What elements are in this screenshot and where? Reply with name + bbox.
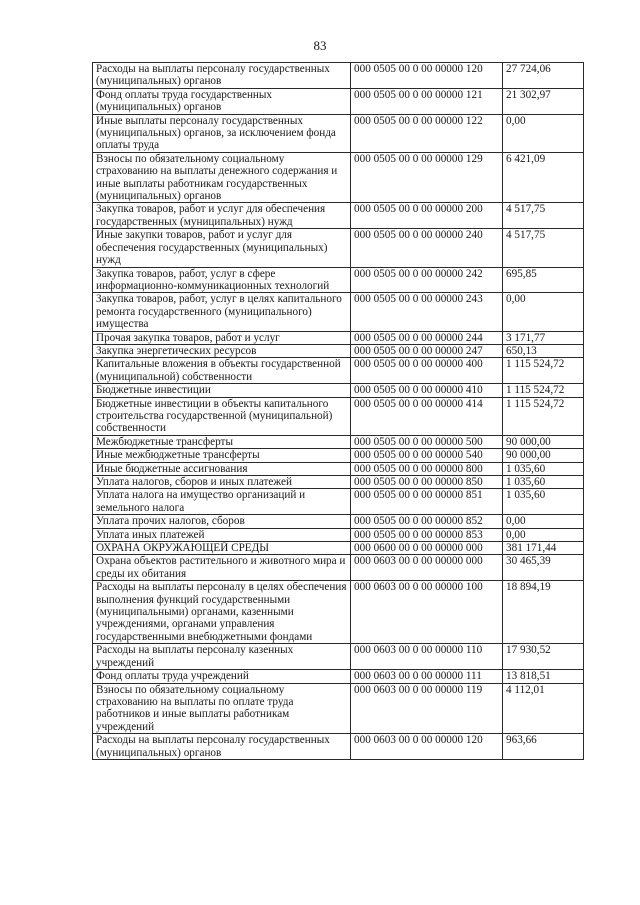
row-sum-cell: 90 000,00 <box>503 449 584 462</box>
row-code-cell: 000 0505 00 0 00 00000 400 <box>351 358 503 384</box>
row-name-cell: Уплата прочих налогов, сборов <box>93 515 351 528</box>
expenditure-table <box>92 62 584 760</box>
row-code-cell: 000 0505 00 0 00 00000 247 <box>351 344 503 357</box>
row-name-cell: Взносы по обязательному социальному страхованию на выплаты денежного содержания и иные выплаты работникам государственных (муниципальных) органов <box>93 152 351 203</box>
row-code-cell: 000 0603 00 0 00 00000 100 <box>351 581 503 644</box>
table-row <box>93 293 584 331</box>
table-row <box>93 358 584 384</box>
table-row <box>93 644 584 670</box>
row-code-cell: 000 0603 00 0 00 00000 119 <box>351 683 503 734</box>
row-name-cell: Охрана объектов растительного и животного мира и среды их обитания <box>93 555 351 581</box>
table-row <box>93 476 584 489</box>
row-name-cell: Бюджетные инвестиции в объекты капитального строительства государственной (муниципальной) собственности <box>93 397 351 435</box>
row-code-cell: 000 0505 00 0 00 00000 853 <box>351 528 503 541</box>
row-sum-cell: 0,00 <box>503 515 584 528</box>
row-code-cell: 000 0505 00 0 00 00000 129 <box>351 152 503 203</box>
table-row <box>93 581 584 644</box>
row-name-cell: Расходы на выплаты персоналу казенных учреждений <box>93 644 351 670</box>
row-code-cell: 000 0505 00 0 00 00000 850 <box>351 476 503 489</box>
row-code-cell: 000 0505 00 0 00 00000 500 <box>351 435 503 448</box>
row-name-cell: Фонд оплаты труда учреждений <box>93 670 351 683</box>
row-sum-cell: 1 035,60 <box>503 462 584 475</box>
row-code-cell: 000 0505 00 0 00 00000 414 <box>351 397 503 435</box>
row-code-cell: 000 0505 00 0 00 00000 540 <box>351 449 503 462</box>
table-row <box>93 397 584 435</box>
row-code-cell: 000 0505 00 0 00 00000 243 <box>351 293 503 331</box>
table-row <box>93 462 584 475</box>
row-name-cell: Иные выплаты персоналу государственных (муниципальных) органов, за исключением фонда оплаты труда <box>93 114 351 152</box>
row-sum-cell: 963,66 <box>503 734 584 760</box>
table-row <box>93 542 584 555</box>
table-row <box>93 267 584 293</box>
row-code-cell: 000 0505 00 0 00 00000 121 <box>351 88 503 114</box>
table-row <box>93 344 584 357</box>
table-row <box>93 734 584 760</box>
page-number: 83 <box>313 38 327 53</box>
row-sum-cell: 3 171,77 <box>503 331 584 344</box>
row-sum-cell: 1 115 524,72 <box>503 358 584 384</box>
row-code-cell: 000 0505 00 0 00 00000 410 <box>351 384 503 397</box>
row-name-cell: Фонд оплаты труда государственных (муниципальных) органов <box>93 88 351 114</box>
row-name-cell: Закупка товаров, работ, услуг в сфере информационно-коммуникационных технологий <box>93 267 351 293</box>
table-row <box>93 152 584 203</box>
row-name-cell: ОХРАНА ОКРУЖАЮЩЕЙ СРЕДЫ <box>93 542 351 555</box>
row-sum-cell: 0,00 <box>503 293 584 331</box>
table-row <box>93 489 584 515</box>
row-code-cell: 000 0505 00 0 00 00000 120 <box>351 63 503 89</box>
row-name-cell: Закупка энергетических ресурсов <box>93 344 351 357</box>
row-sum-cell: 650,13 <box>503 344 584 357</box>
row-sum-cell: 381 171,44 <box>503 542 584 555</box>
row-name-cell: Уплата налога на имущество организаций и земельного налога <box>93 489 351 515</box>
table-row <box>93 114 584 152</box>
row-code-cell: 000 0505 00 0 00 00000 851 <box>351 489 503 515</box>
row-sum-cell: 4 112,01 <box>503 683 584 734</box>
row-code-cell: 000 0505 00 0 00 00000 242 <box>351 267 503 293</box>
row-sum-cell: 30 465,39 <box>503 555 584 581</box>
row-code-cell: 000 0505 00 0 00 00000 852 <box>351 515 503 528</box>
table-row <box>93 683 584 734</box>
row-name-cell: Закупка товаров, работ, услуг в целях капитального ремонта государственного (муниципального) имущества <box>93 293 351 331</box>
row-name-cell: Бюджетные инвестиции <box>93 384 351 397</box>
table-row <box>93 203 584 229</box>
table-row <box>93 331 584 344</box>
row-name-cell: Расходы на выплаты персоналу государственных (муниципальных) органов <box>93 63 351 89</box>
row-code-cell: 000 0600 00 0 00 00000 000 <box>351 542 503 555</box>
row-sum-cell: 1 115 524,72 <box>503 384 584 397</box>
row-name-cell: Иные закупки товаров, работ и услуг для обеспечения государственных (муниципальных) нужд <box>93 229 351 267</box>
table-row <box>93 435 584 448</box>
row-sum-cell: 6 421,09 <box>503 152 584 203</box>
row-sum-cell: 13 818,51 <box>503 670 584 683</box>
row-sum-cell: 1 035,60 <box>503 489 584 515</box>
row-name-cell: Закупка товаров, работ и услуг для обеспечения государственных (муниципальных) нужд <box>93 203 351 229</box>
row-name-cell: Уплата иных платежей <box>93 528 351 541</box>
row-sum-cell: 1 035,60 <box>503 476 584 489</box>
row-code-cell: 000 0603 00 0 00 00000 120 <box>351 734 503 760</box>
row-code-cell: 000 0505 00 0 00 00000 240 <box>351 229 503 267</box>
table-row <box>93 528 584 541</box>
row-sum-cell: 0,00 <box>503 114 584 152</box>
row-code-cell: 000 0603 00 0 00 00000 000 <box>351 555 503 581</box>
row-code-cell: 000 0603 00 0 00 00000 110 <box>351 644 503 670</box>
row-sum-cell: 27 724,06 <box>503 63 584 89</box>
row-name-cell: Капитальные вложения в объекты государственной (муниципальной) собственности <box>93 358 351 384</box>
row-code-cell: 000 0505 00 0 00 00000 800 <box>351 462 503 475</box>
row-name-cell: Расходы на выплаты персоналу в целях обеспечения выполнения функций государственными (муниципальными) органами, казенными учреждениями, органами управления государственными внебюджетными фондами <box>93 581 351 644</box>
row-sum-cell: 90 000,00 <box>503 435 584 448</box>
table-row <box>93 63 584 89</box>
row-code-cell: 000 0603 00 0 00 00000 111 <box>351 670 503 683</box>
table-row <box>93 515 584 528</box>
table-row <box>93 449 584 462</box>
row-code-cell: 000 0505 00 0 00 00000 200 <box>351 203 503 229</box>
table-row <box>93 384 584 397</box>
row-name-cell: Межбюджетные трансферты <box>93 435 351 448</box>
row-sum-cell: 21 302,97 <box>503 88 584 114</box>
row-name-cell: Иные бюджетные ассигнования <box>93 462 351 475</box>
row-code-cell: 000 0505 00 0 00 00000 244 <box>351 331 503 344</box>
row-sum-cell: 17 930,52 <box>503 644 584 670</box>
row-name-cell: Иные межбюджетные трансферты <box>93 449 351 462</box>
row-name-cell: Прочая закупка товаров, работ и услуг <box>93 331 351 344</box>
row-sum-cell: 695,85 <box>503 267 584 293</box>
table-row <box>93 229 584 267</box>
row-sum-cell: 1 115 524,72 <box>503 397 584 435</box>
row-name-cell: Расходы на выплаты персоналу государственных (муниципальных) органов <box>93 734 351 760</box>
row-sum-cell: 4 517,75 <box>503 203 584 229</box>
row-sum-cell: 0,00 <box>503 528 584 541</box>
row-sum-cell: 4 517,75 <box>503 229 584 267</box>
row-sum-cell: 18 894,19 <box>503 581 584 644</box>
table-row <box>93 670 584 683</box>
row-code-cell: 000 0505 00 0 00 00000 122 <box>351 114 503 152</box>
table-row <box>93 88 584 114</box>
row-name-cell: Взносы по обязательному социальному страхованию на выплаты по оплате труда работников и иные выплаты работникам учреждений <box>93 683 351 734</box>
table-body <box>93 63 584 760</box>
table-row <box>93 555 584 581</box>
row-name-cell: Уплата налогов, сборов и иных платежей <box>93 476 351 489</box>
